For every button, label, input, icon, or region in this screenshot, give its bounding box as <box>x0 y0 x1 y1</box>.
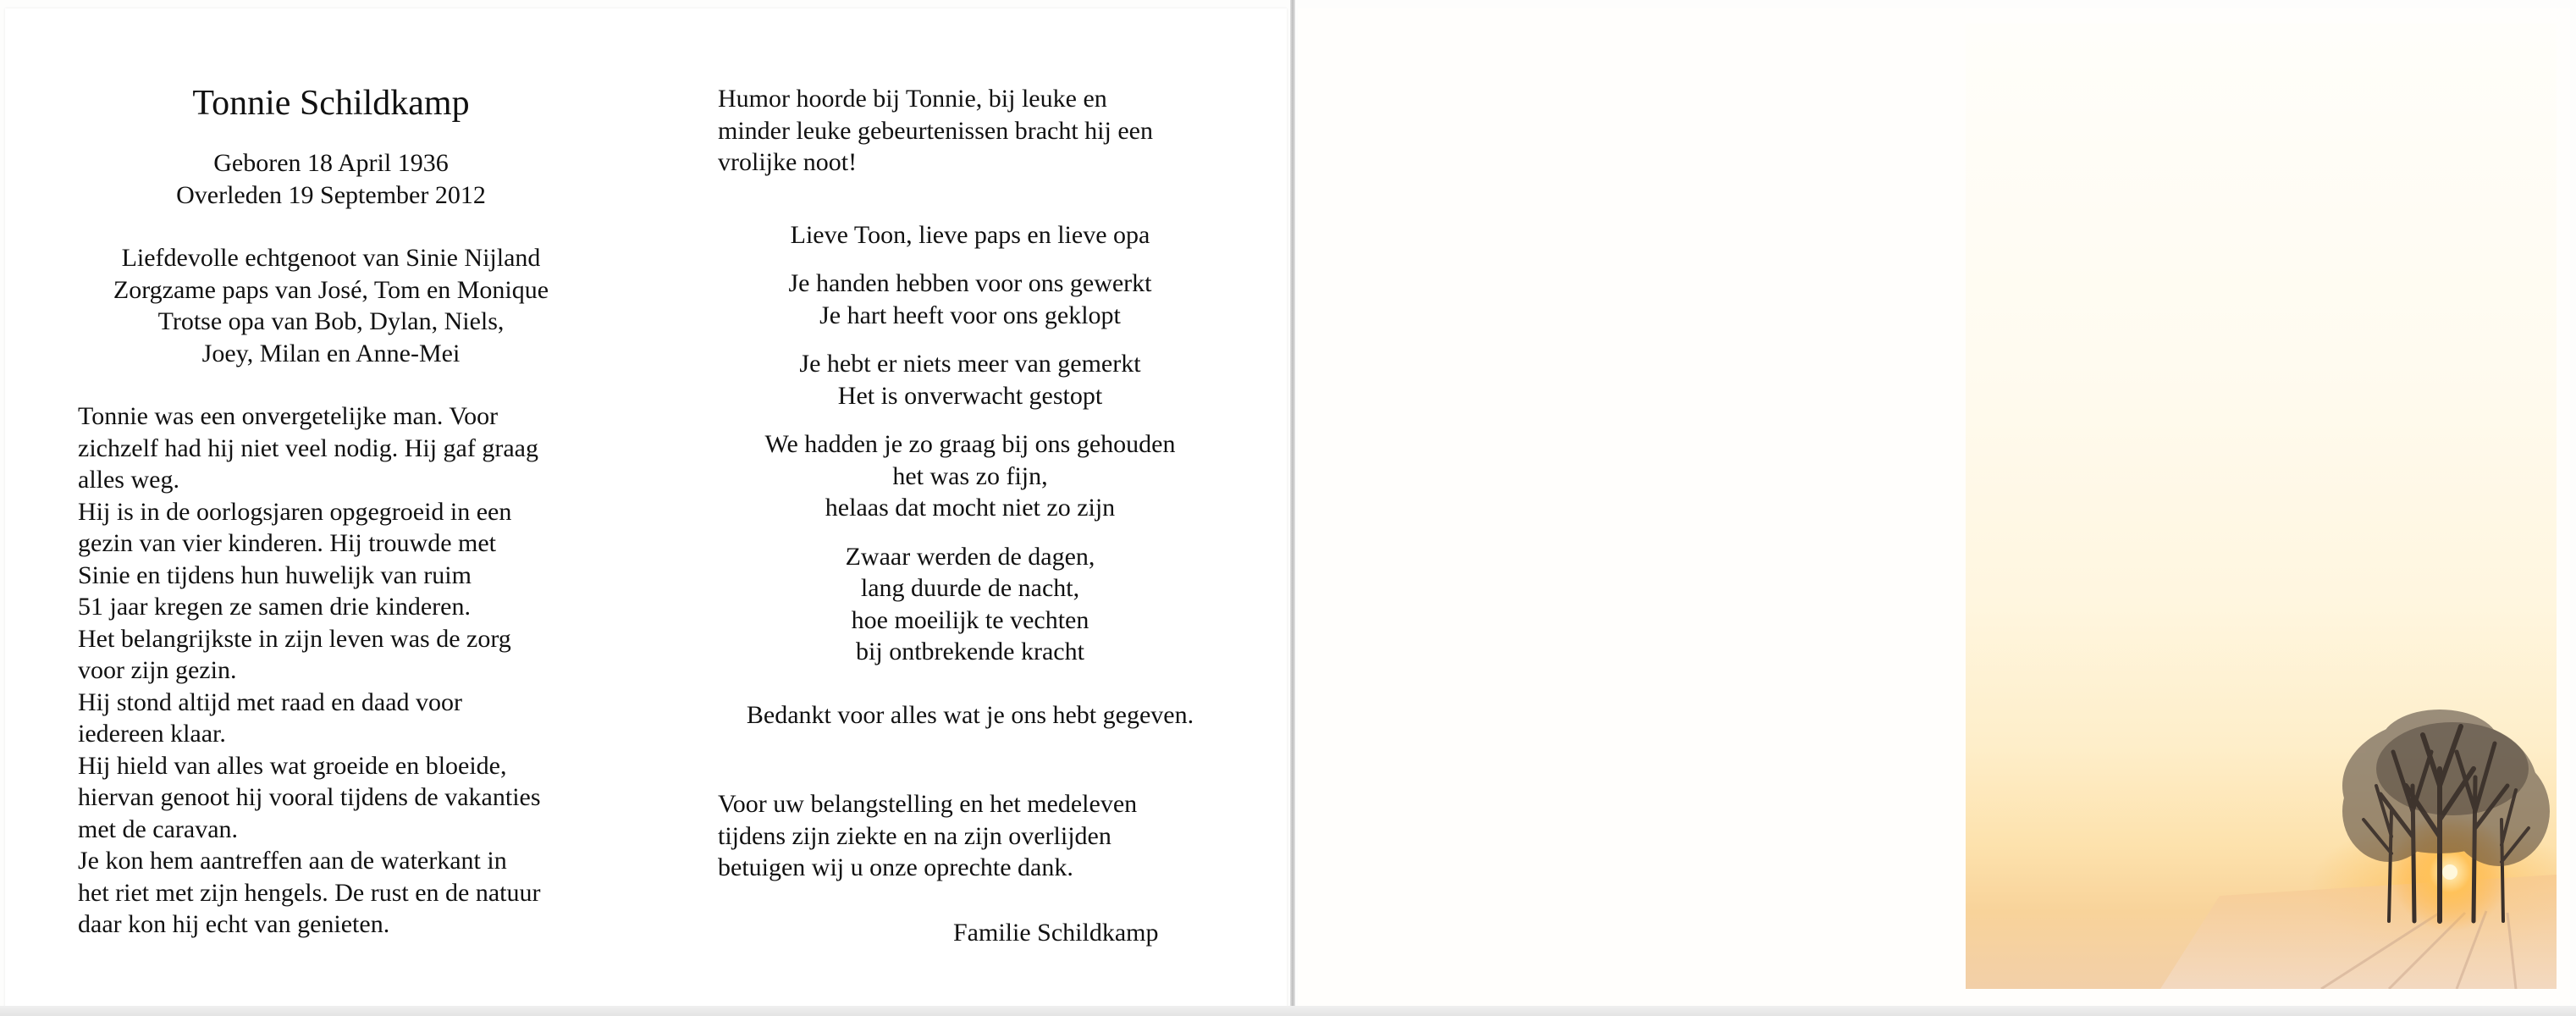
biography-line: Tonnie was een onvergetelijke man. Voor <box>78 402 499 430</box>
poem-line: Het is onverwacht gestopt <box>837 381 1103 410</box>
humor-paragraph <box>718 83 1222 179</box>
poem-title: Lieve Toon, lieve paps en lieve opa <box>790 220 1150 249</box>
biography-line: Hij is in de oorlogsjaren opgegroeid in een <box>78 497 512 526</box>
biography-line: daar kon hij echt van genieten. <box>78 910 390 938</box>
biography-line: het riet met zijn hengels. De rust en de natuur <box>78 878 541 907</box>
winter-sunset-photo <box>1966 24 2557 989</box>
biography-line: gezin van vier kinderen. Hij trouwde met <box>78 529 497 557</box>
acknowledgement <box>718 788 1222 884</box>
humor-line: vrolijke noot! <box>718 148 858 176</box>
biography-line: Hij stond altijd met raad en daad voor <box>78 687 463 716</box>
biography-line: hiervan genoot hij vooral tijdens de vakanties <box>78 783 541 811</box>
card-bottom-edge <box>0 1006 2576 1016</box>
card-fold <box>1290 0 1295 1016</box>
humor-line: minder leuke gebeurtenissen bracht hij een <box>718 116 1153 145</box>
biography <box>78 400 584 941</box>
biography-line: 51 jaar kregen ze samen drie kinderen. <box>78 593 471 621</box>
poem-line: helaas dat mocht niet zo zijn <box>825 494 1116 522</box>
biography-line: Je kon hem aantreffen aan de waterkant in <box>78 847 507 875</box>
deceased-name: Tonnie Schildkamp <box>192 84 470 123</box>
trees-silhouette-icon <box>1966 24 2557 989</box>
thanks-line: Bedankt voor alles wat je ons hebt gegeven. <box>746 700 1194 729</box>
column-right <box>718 83 1222 884</box>
family-line: Zorgzame paps van José, Tom en Monique <box>113 275 549 304</box>
biography-line: met de caravan. <box>78 814 239 843</box>
poem-line: het was zo fijn, <box>892 461 1048 490</box>
poem-line: Je hart heeft voor ons geklopt <box>819 301 1121 329</box>
birth-date: Geboren 18 April 1936 <box>213 149 449 177</box>
poem-line: bij ontbrekende kracht <box>856 638 1084 665</box>
biography-line: Het belangrijkste in zijn leven was de zorg <box>78 624 511 653</box>
family-lines <box>78 242 584 369</box>
family-line: Liefdevolle echtgenoot van Sinie Nijland <box>121 244 541 272</box>
poem-line: Je handen hebben voor ons gewerkt <box>788 269 1152 297</box>
poem-line: Zwaar werden de dagen, <box>845 542 1095 571</box>
death-date: Overleden 19 September 2012 <box>176 180 486 209</box>
life-dates <box>78 147 584 211</box>
poem-line: hoe moeilijk te vechten <box>851 605 1089 634</box>
poem <box>718 219 1222 732</box>
poem-line: We hadden je zo graag bij ons gehouden <box>764 430 1176 458</box>
family-line: Trotse opa van Bob, Dylan, Niels, <box>157 307 505 335</box>
column-left <box>78 81 584 941</box>
biography-line: zichzelf had hij niet veel nodig. Hij gaf graag <box>78 433 538 462</box>
biography-line: Hij hield van alles wat groeide en bloeide, <box>78 751 507 780</box>
acknowledgement-line: tijdens zijn ziekte en na zijn overlijden <box>718 821 1111 850</box>
biography-line: iedereen klaar. <box>78 720 226 748</box>
acknowledgement-line: betuigen wij u onze oprechte dank. <box>718 853 1073 881</box>
family-signature: Familie Schildkamp <box>953 919 1159 947</box>
biography-line: voor zijn gezin. <box>78 656 237 684</box>
acknowledgement-line: Voor uw belangstelling en het medeleven <box>718 790 1138 818</box>
biography-line: alles weg. <box>78 466 179 494</box>
family-line: Joey, Milan en Anne-Mei <box>201 339 461 367</box>
poem-line: Je hebt er niets meer van gemerkt <box>799 350 1141 378</box>
poem-line: lang duurde de nacht, <box>860 574 1080 602</box>
biography-line: Sinie en tijdens hun huwelijk van ruim <box>78 560 472 589</box>
humor-line: Humor hoorde bij Tonnie, bij leuke en <box>718 85 1107 113</box>
